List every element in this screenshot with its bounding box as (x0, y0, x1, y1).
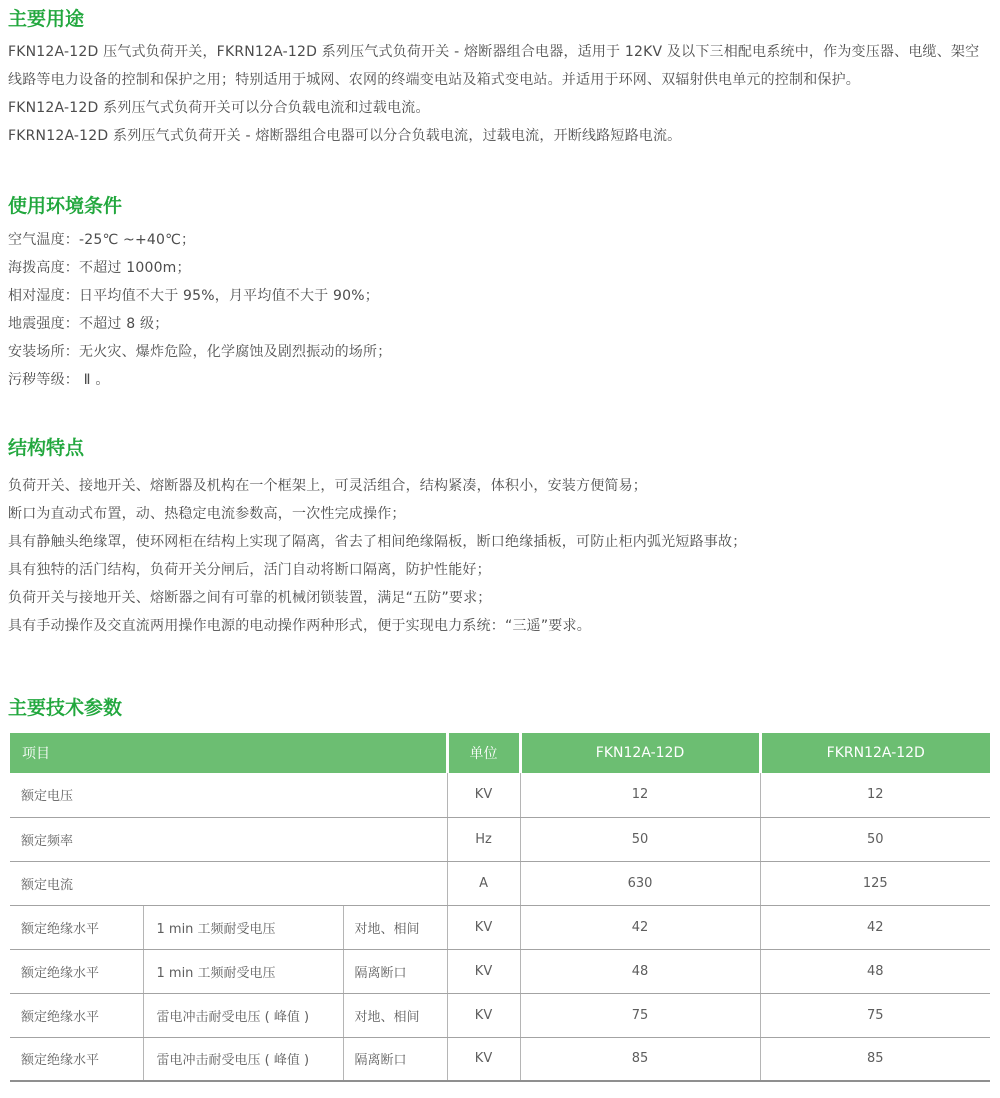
cell-model2-value: 48 (760, 949, 990, 993)
cell-model2-value: 50 (760, 817, 990, 861)
table-header-row (10, 733, 990, 773)
table-row (10, 905, 990, 949)
table-row (10, 1037, 990, 1081)
cell-item-name: 额定电压 (10, 773, 447, 817)
feature-item: 具有静触头绝缘罩，使环网柜在结构上实现了隔离，省去了相间绝缘隔板，断口绝缘插板，可防止柜内弧光短路事故； (8, 534, 747, 550)
cell-test-scope: 隔离断口 (343, 1037, 447, 1081)
cell-test-scope: 对地、相间 (343, 993, 447, 1037)
cell-item-name: 额定绝缘水平 (10, 905, 143, 949)
environment-item: 相对湿度：日平均值不大于 95%，月平均值不大于 90%； (8, 288, 379, 304)
cell-unit: KV (447, 1037, 520, 1081)
cell-unit: KV (447, 905, 520, 949)
column-header-model1: FKN12A-12D (520, 733, 760, 773)
cell-model1-value: 75 (520, 993, 760, 1037)
cell-model1-value: 50 (520, 817, 760, 861)
feature-item: 具有独特的活门结构，负荷开关分闸后，活门自动将断口隔离，防护性能好； (8, 562, 491, 578)
environment-item: 污秽等级： Ⅱ 。 (8, 372, 110, 388)
cell-test-type: 1 min 工频耐受电压 (143, 905, 343, 949)
table-row (10, 817, 990, 861)
cell-model2-value: 85 (760, 1037, 990, 1081)
feature-item: 负荷开关、接地开关、熔断器及机构在一个框架上，可灵活组合，结构紧凑，体积小，安装方便简易； (8, 478, 647, 494)
cell-unit: KV (447, 773, 520, 817)
cell-model1-value: 12 (520, 773, 760, 817)
table-row (10, 861, 990, 905)
cell-item-name: 额定电流 (10, 861, 447, 905)
table-row (10, 949, 990, 993)
feature-item: 断口为直动式布置，动、热稳定电流参数高，一次性完成操作； (8, 506, 406, 522)
feature-item: 负荷开关与接地开关、熔断器之间有可靠的机械闭锁装置，满足“五防”要求； (8, 590, 492, 606)
table-row (10, 993, 990, 1037)
cell-item-name: 额定绝缘水平 (10, 949, 143, 993)
cell-model2-value: 12 (760, 773, 990, 817)
cell-unit: Hz (447, 817, 520, 861)
column-header-model2: FKRN12A-12D (760, 733, 990, 773)
cell-model1-value: 48 (520, 949, 760, 993)
usage-paragraphs (8, 38, 992, 150)
cell-unit: A (447, 861, 520, 905)
section-title-environment: 使用环境条件 (8, 195, 123, 217)
environment-list (8, 226, 992, 394)
cell-model2-value: 125 (760, 861, 990, 905)
table-row (10, 773, 990, 817)
environment-item: 海拨高度：不超过 1000m； (8, 260, 191, 276)
usage-paragraph: FKRN12A-12D 系列压气式负荷开关 - 熔断器组合电器可以分合负载电流，过载电流，开断线路短路电流。 (8, 128, 682, 144)
cell-item-name: 额定绝缘水平 (10, 1037, 143, 1081)
specs-table-body (10, 773, 990, 1081)
environment-item: 安装场所：无火灾、爆炸危险，化学腐蚀及剧烈振动的场所； (8, 344, 392, 360)
cell-unit: KV (447, 949, 520, 993)
cell-model1-value: 85 (520, 1037, 760, 1081)
cell-model1-value: 630 (520, 861, 760, 905)
cell-item-name: 额定频率 (10, 817, 447, 861)
cell-model1-value: 42 (520, 905, 760, 949)
column-header-item: 项目 (10, 733, 447, 773)
section-title-specs: 主要技术参数 (8, 697, 123, 719)
feature-list (8, 472, 992, 640)
section-title-features: 结构特点 (8, 437, 85, 459)
column-header-unit: 单位 (447, 733, 520, 773)
cell-unit: KV (447, 993, 520, 1037)
cell-test-type: 雷电冲击耐受电压 ( 峰值 ) (143, 993, 343, 1037)
cell-test-type: 雷电冲击耐受电压 ( 峰值 ) (143, 1037, 343, 1081)
cell-test-scope: 对地、相间 (343, 905, 447, 949)
section-title-usage: 主要用途 (8, 8, 85, 30)
environment-item: 地震强度：不超过 8 级； (8, 316, 169, 332)
feature-item: 具有手动操作及交直流两用操作电源的电动操作两种形式，便于实现电力系统：“三遥”要求。 (8, 618, 591, 634)
usage-paragraph: FKN12A-12D 系列压气式负荷开关可以分合负载电流和过载电流。 (8, 100, 430, 116)
environment-item: 空气温度：-25℃ ~+40℃； (8, 232, 196, 248)
cell-model2-value: 42 (760, 905, 990, 949)
cell-model2-value: 75 (760, 993, 990, 1037)
cell-test-scope: 隔离断口 (343, 949, 447, 993)
usage-paragraph: FKN12A-12D 压气式负荷开关，FKRN12A-12D 系列压气式负荷开关 - 熔断器组合电器，适用于 12KV 及以下三相配电系统中，作为变压器、电缆、架空线路等电力设备的控制和保护之用；特别适用于城网、农网的终端变电站及箱式变电站。并适用于环网、双辐射供电单元的控制和保护。 (8, 44, 980, 88)
cell-item-name: 额定绝缘水平 (10, 993, 143, 1037)
specs-table (10, 733, 990, 1082)
specs-table-header (10, 733, 990, 773)
cell-test-type: 1 min 工频耐受电压 (143, 949, 343, 993)
